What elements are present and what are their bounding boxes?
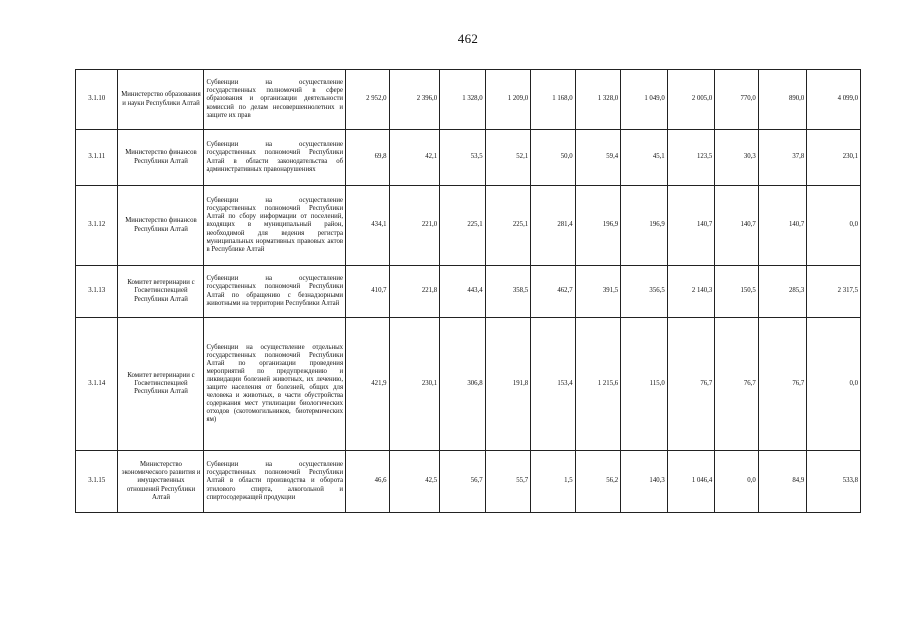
table-row xyxy=(76,70,861,130)
amount-cell: 196,9 xyxy=(621,186,668,266)
row-code: 3.1.15 xyxy=(76,451,118,513)
amount-cell: 462,7 xyxy=(531,266,576,318)
amount-cell: 230,1 xyxy=(389,318,440,451)
amount-cell: 0,0 xyxy=(807,318,861,451)
amount-cell: 0,0 xyxy=(807,186,861,266)
page-number: 462 xyxy=(457,31,479,46)
amount-cell: 140,3 xyxy=(621,451,668,513)
amount-cell: 140,7 xyxy=(715,186,758,266)
amount-cell: 50,0 xyxy=(531,130,576,186)
amount-cell: 42,1 xyxy=(389,130,440,186)
amount-cell: 221,0 xyxy=(389,186,440,266)
row-code: 3.1.10 xyxy=(76,70,118,130)
amount-cell: 1 209,0 xyxy=(485,70,531,130)
amount-cell: 55,7 xyxy=(485,451,531,513)
amount-cell: 281,4 xyxy=(531,186,576,266)
amount-cell: 56,7 xyxy=(440,451,486,513)
amount-cell: 84,9 xyxy=(758,451,807,513)
amount-cell: 225,1 xyxy=(440,186,486,266)
subvention-description: Субвенции на осуществление государственных полномочий Республики Алтай по сбору информации от поселений, входящих в муниципальный район, необходимой для ведения регистра муниципальных нормативных правовых актов в Республике Алтай xyxy=(204,186,346,266)
responsible-organization: Министерство образования и науки Республики Алтай xyxy=(118,70,204,130)
amount-cell: 1 328,0 xyxy=(575,70,621,130)
subvention-description: Субвенции на осуществление государственных полномочий Республики Алтай в области производства и оборота этилового спирта, алкогольной и спиртосодержащей продукции xyxy=(204,451,346,513)
table-row xyxy=(76,318,861,451)
amount-cell: 1 049,0 xyxy=(621,70,668,130)
amount-cell: 2 005,0 xyxy=(667,70,715,130)
amount-cell: 410,7 xyxy=(346,266,389,318)
subvention-description: Субвенции на осуществление государственных полномочий Республики Алтай по обращению с безнадзорными животными на территории Республики Алтай xyxy=(204,266,346,318)
subvention-description: Субвенции на осуществление государственных полномочий в сфере образования и организации деятельности комиссий по делам несовершеннолетних и защите их прав xyxy=(204,70,346,130)
amount-cell: 140,7 xyxy=(667,186,715,266)
amount-cell: 2 952,0 xyxy=(346,70,389,130)
amount-cell: 30,3 xyxy=(715,130,758,186)
amount-cell: 0,0 xyxy=(715,451,758,513)
amount-cell: 770,0 xyxy=(715,70,758,130)
row-code: 3.1.13 xyxy=(76,266,118,318)
amount-cell: 53,5 xyxy=(440,130,486,186)
amount-cell: 1 168,0 xyxy=(531,70,576,130)
amount-cell: 356,5 xyxy=(621,266,668,318)
amount-cell: 153,4 xyxy=(531,318,576,451)
amount-cell: 4 099,0 xyxy=(807,70,861,130)
amount-cell: 533,8 xyxy=(807,451,861,513)
amount-cell: 890,0 xyxy=(758,70,807,130)
amount-cell: 56,2 xyxy=(575,451,621,513)
responsible-organization: Министерство экономического развития и имущественных отношений Республики Алтай xyxy=(118,451,204,513)
amount-cell: 434,1 xyxy=(346,186,389,266)
amount-cell: 52,1 xyxy=(485,130,531,186)
amount-cell: 306,8 xyxy=(440,318,486,451)
amount-cell: 76,7 xyxy=(715,318,758,451)
table-row xyxy=(76,451,861,513)
amount-cell: 1,5 xyxy=(531,451,576,513)
row-code: 3.1.11 xyxy=(76,130,118,186)
amount-cell: 2 317,5 xyxy=(807,266,861,318)
subvention-table xyxy=(75,69,861,513)
responsible-organization: Комитет ветеринарии с Госветинспекцией Республики Алтай xyxy=(118,266,204,318)
amount-cell: 76,7 xyxy=(758,318,807,451)
amount-cell: 123,5 xyxy=(667,130,715,186)
amount-cell: 46,6 xyxy=(346,451,389,513)
amount-cell: 1 215,6 xyxy=(575,318,621,451)
amount-cell: 285,3 xyxy=(758,266,807,318)
amount-cell: 225,1 xyxy=(485,186,531,266)
responsible-organization: Комитет ветеринарии с Госветинспекцией Республики Алтай xyxy=(118,318,204,451)
subvention-description: Субвенции на осуществление отдельных государственных полномочий Республики Алтай по организации проведения мероприятий по предупреждению и ликвидации болезней животных, их лечению, защите населения от болезней, общих для человека и животных, в части обустройства содержания мест утилизации биологических отходов (скотомогильников, биотермических ям) xyxy=(204,318,346,451)
amount-cell: 2 140,3 xyxy=(667,266,715,318)
amount-cell: 59,4 xyxy=(575,130,621,186)
responsible-organization: Министерство финансов Республики Алтай xyxy=(118,186,204,266)
amount-cell: 115,0 xyxy=(621,318,668,451)
row-code: 3.1.14 xyxy=(76,318,118,451)
responsible-organization: Министерство финансов Республики Алтай xyxy=(118,130,204,186)
amount-cell: 69,8 xyxy=(346,130,389,186)
amount-cell: 1 328,0 xyxy=(440,70,486,130)
amount-cell: 391,5 xyxy=(575,266,621,318)
amount-cell: 443,4 xyxy=(440,266,486,318)
amount-cell: 421,9 xyxy=(346,318,389,451)
amount-cell: 140,7 xyxy=(758,186,807,266)
amount-cell: 2 396,0 xyxy=(389,70,440,130)
amount-cell: 76,7 xyxy=(667,318,715,451)
table-row xyxy=(76,186,861,266)
table-row xyxy=(76,130,861,186)
amount-cell: 221,8 xyxy=(389,266,440,318)
amount-cell: 358,5 xyxy=(485,266,531,318)
row-code: 3.1.12 xyxy=(76,186,118,266)
amount-cell: 1 046,4 xyxy=(667,451,715,513)
amount-cell: 230,1 xyxy=(807,130,861,186)
subvention-description: Субвенции на осуществление государственных полномочий Республики Алтай в области законодательства об административных правонарушениях xyxy=(204,130,346,186)
amount-cell: 37,8 xyxy=(758,130,807,186)
amount-cell: 45,1 xyxy=(621,130,668,186)
amount-cell: 196,9 xyxy=(575,186,621,266)
table-row xyxy=(76,266,861,318)
amount-cell: 150,5 xyxy=(715,266,758,318)
amount-cell: 191,8 xyxy=(485,318,531,451)
amount-cell: 42,5 xyxy=(389,451,440,513)
